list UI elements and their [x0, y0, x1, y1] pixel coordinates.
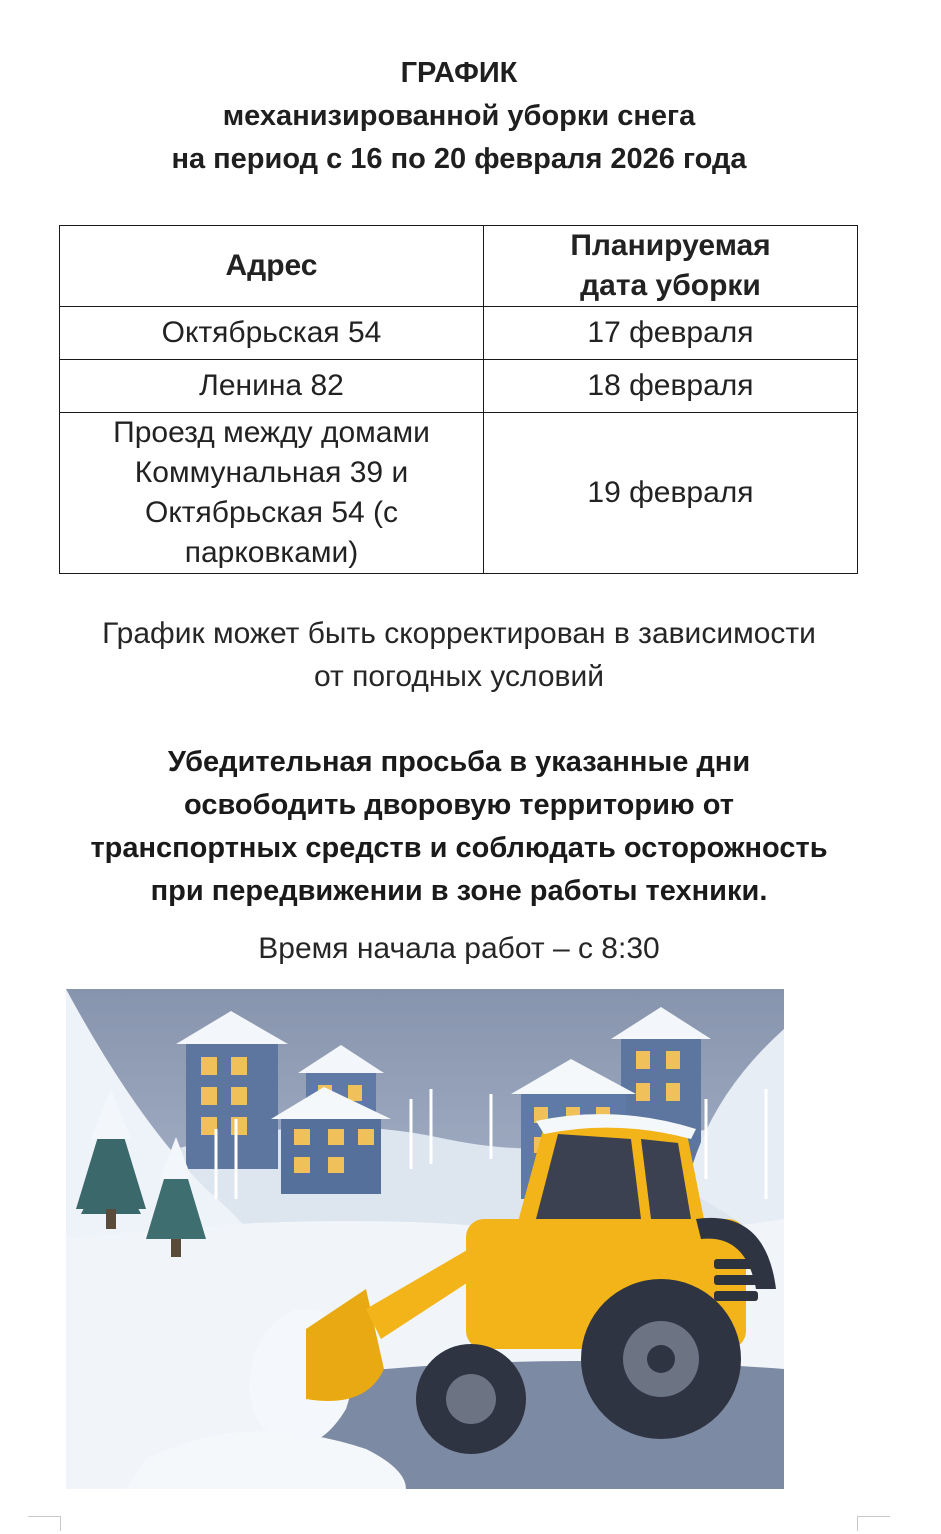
- cell-address-line: Проезд между домами: [113, 416, 430, 449]
- cell-address-line: Октябрьская 54 (с: [144, 496, 399, 529]
- table-header-row: [60, 226, 858, 307]
- request-line: Убедительная просьба в указанные дни: [167, 746, 751, 778]
- page-corner-mark: [857, 1516, 890, 1531]
- header-date: [484, 226, 858, 307]
- table-row: [60, 307, 858, 360]
- document-title: [0, 52, 918, 181]
- parking-request: [0, 741, 918, 913]
- snow-loader-illustration: [66, 989, 784, 1489]
- request-line: транспортных средств и соблюдать осторожность: [90, 832, 828, 864]
- table-row: [60, 360, 858, 413]
- request-line: освободить дворовую территорию от: [184, 789, 734, 821]
- request-line: при передвижении в зоне работы техники.: [150, 875, 768, 907]
- header-date-line: Планируемая: [570, 229, 771, 262]
- schedule-table: [59, 225, 858, 574]
- weather-note: [0, 612, 918, 698]
- cell-date: 18 февраля: [484, 360, 858, 413]
- note-line: График может быть скорректирован в зависимости: [102, 617, 816, 650]
- cell-date: 17 февраля: [484, 307, 858, 360]
- title-subject: механизированной уборки снега: [222, 100, 696, 132]
- cell-date: 19 февраля: [484, 413, 858, 574]
- title-heading: ГРАФИК: [400, 57, 518, 89]
- cell-address-line: Коммунальная 39 и: [134, 456, 409, 489]
- cell-address-line: парковками): [184, 536, 359, 569]
- table-row: [60, 413, 858, 574]
- note-line: от погодных условий: [314, 660, 604, 693]
- start-time: Время начала работ – с 8:30: [258, 932, 660, 965]
- page-corner-mark: [28, 1516, 61, 1531]
- house-icon: [176, 1011, 288, 1169]
- cell-address: [60, 413, 484, 574]
- cell-address: Ленина 82: [60, 360, 484, 413]
- header-address: Адрес: [60, 226, 484, 307]
- cell-address: Октябрьская 54: [60, 307, 484, 360]
- header-date-line: дата уборки: [580, 269, 761, 302]
- title-period: на период с 16 по 20 февраля 2026 года: [171, 143, 747, 175]
